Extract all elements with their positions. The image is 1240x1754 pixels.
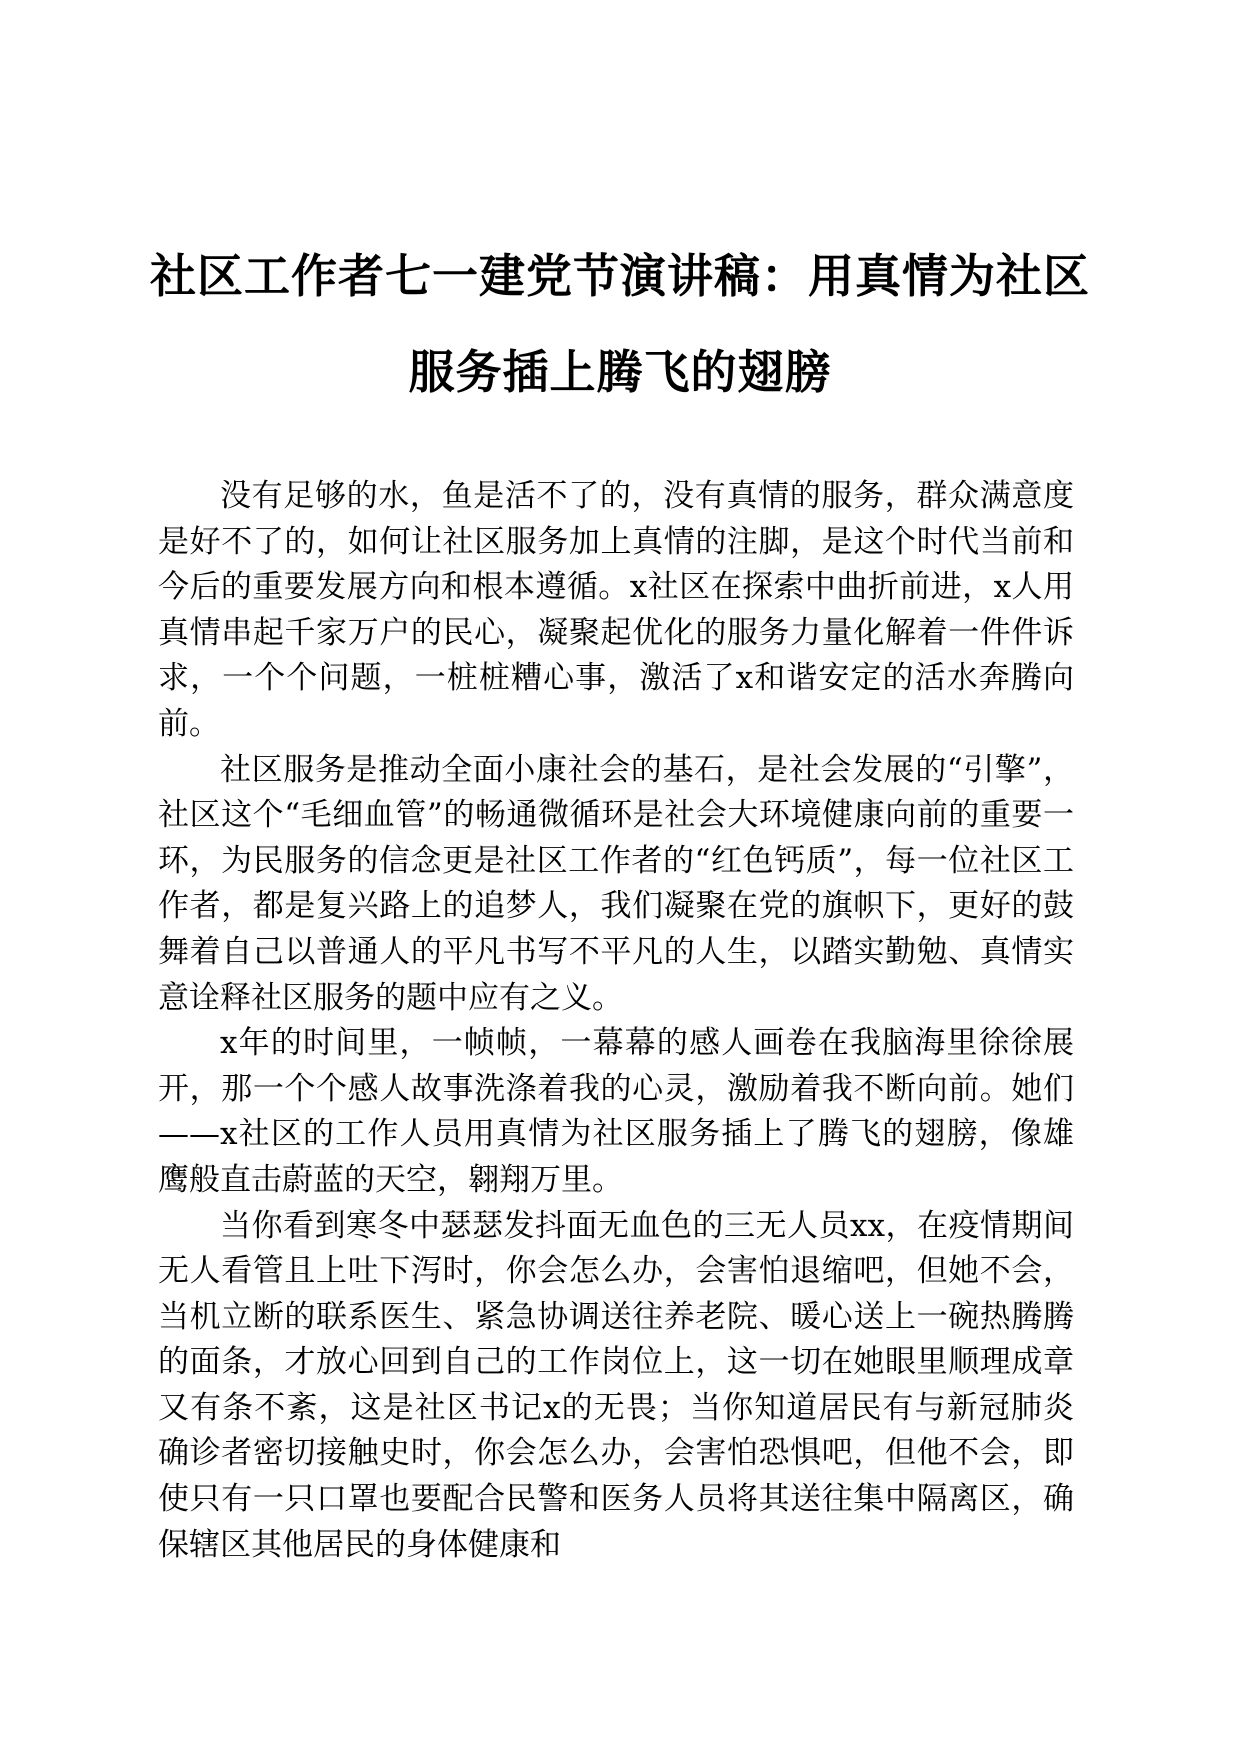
paragraph-3: x年的时间里，一帧帧，一幕幕的感人画卷在我脑海里徐徐展开，那一个个感人故事洗涤着我的心灵，激励着我不断向前。她们——x社区的工作人员用真情为社区服务插上了腾飞的翅膀，像雄鹰般直击蔚蓝的天空，翱翔万里。 xyxy=(158,1025,1074,1198)
paragraph-1: 没有足够的水，鱼是活不了的，没有真情的服务，群众满意度是好不了的，如何让社区服务加上真情的注脚，是这个时代当前和今后的重要发展方向和根本遵循。x社区在探索中曲折前进，x人用真情串起千家万户的民心，凝聚起优化的服务力量化解着一件件诉求，一个个问题，一桩桩糟心事，激活了x和谐安定的活水奔腾向前。 xyxy=(158,478,1074,742)
title-line-1: 社区工作者七一建党节演讲稿：用真情为社区 xyxy=(150,249,1090,303)
title-line-2: 服务插上腾飞的翅膀 xyxy=(408,345,832,399)
paragraph-2: 社区服务是推动全面小康社会的基石，是社会发展的“引擎”，社区这个“毛细血管”的畅通微循环是社会大环境健康向前的重要一环，为民服务的信念更是社区工作者的“红色钙质”，每一位社区工作者，都是复兴路上的追梦人，我们凝聚在党的旗帜下，更好的鼓舞着自己以普通人的平凡书写不平凡的人生，以踏实勤勉、真情实意诠释社区服务的题中应有之义。 xyxy=(158,751,1074,1016)
document-title xyxy=(140,228,1100,420)
paragraph-4: 当你看到寒冬中瑟瑟发抖面无血色的三无人员xx，在疫情期间无人看管且上吐下泻时，你会怎么办，会害怕退缩吧，但她不会，当机立断的联系医生、紧急协调送往养老院、暖心送上一碗热腾腾的面条，才放心回到自己的工作岗位上，这一切在她眼里顺理成章又有条不紊，这是社区书记x的无畏；当你知道居民有与新冠肺炎确诊者密切接触史时，你会怎么办，会害怕恐惧吧，但他不会，即使只有一只口罩也要配合民警和医务人员将其送往集中隔离区，确保辖区其他居民的身体健康和 xyxy=(158,1207,1074,1563)
document-body xyxy=(158,474,1074,1568)
